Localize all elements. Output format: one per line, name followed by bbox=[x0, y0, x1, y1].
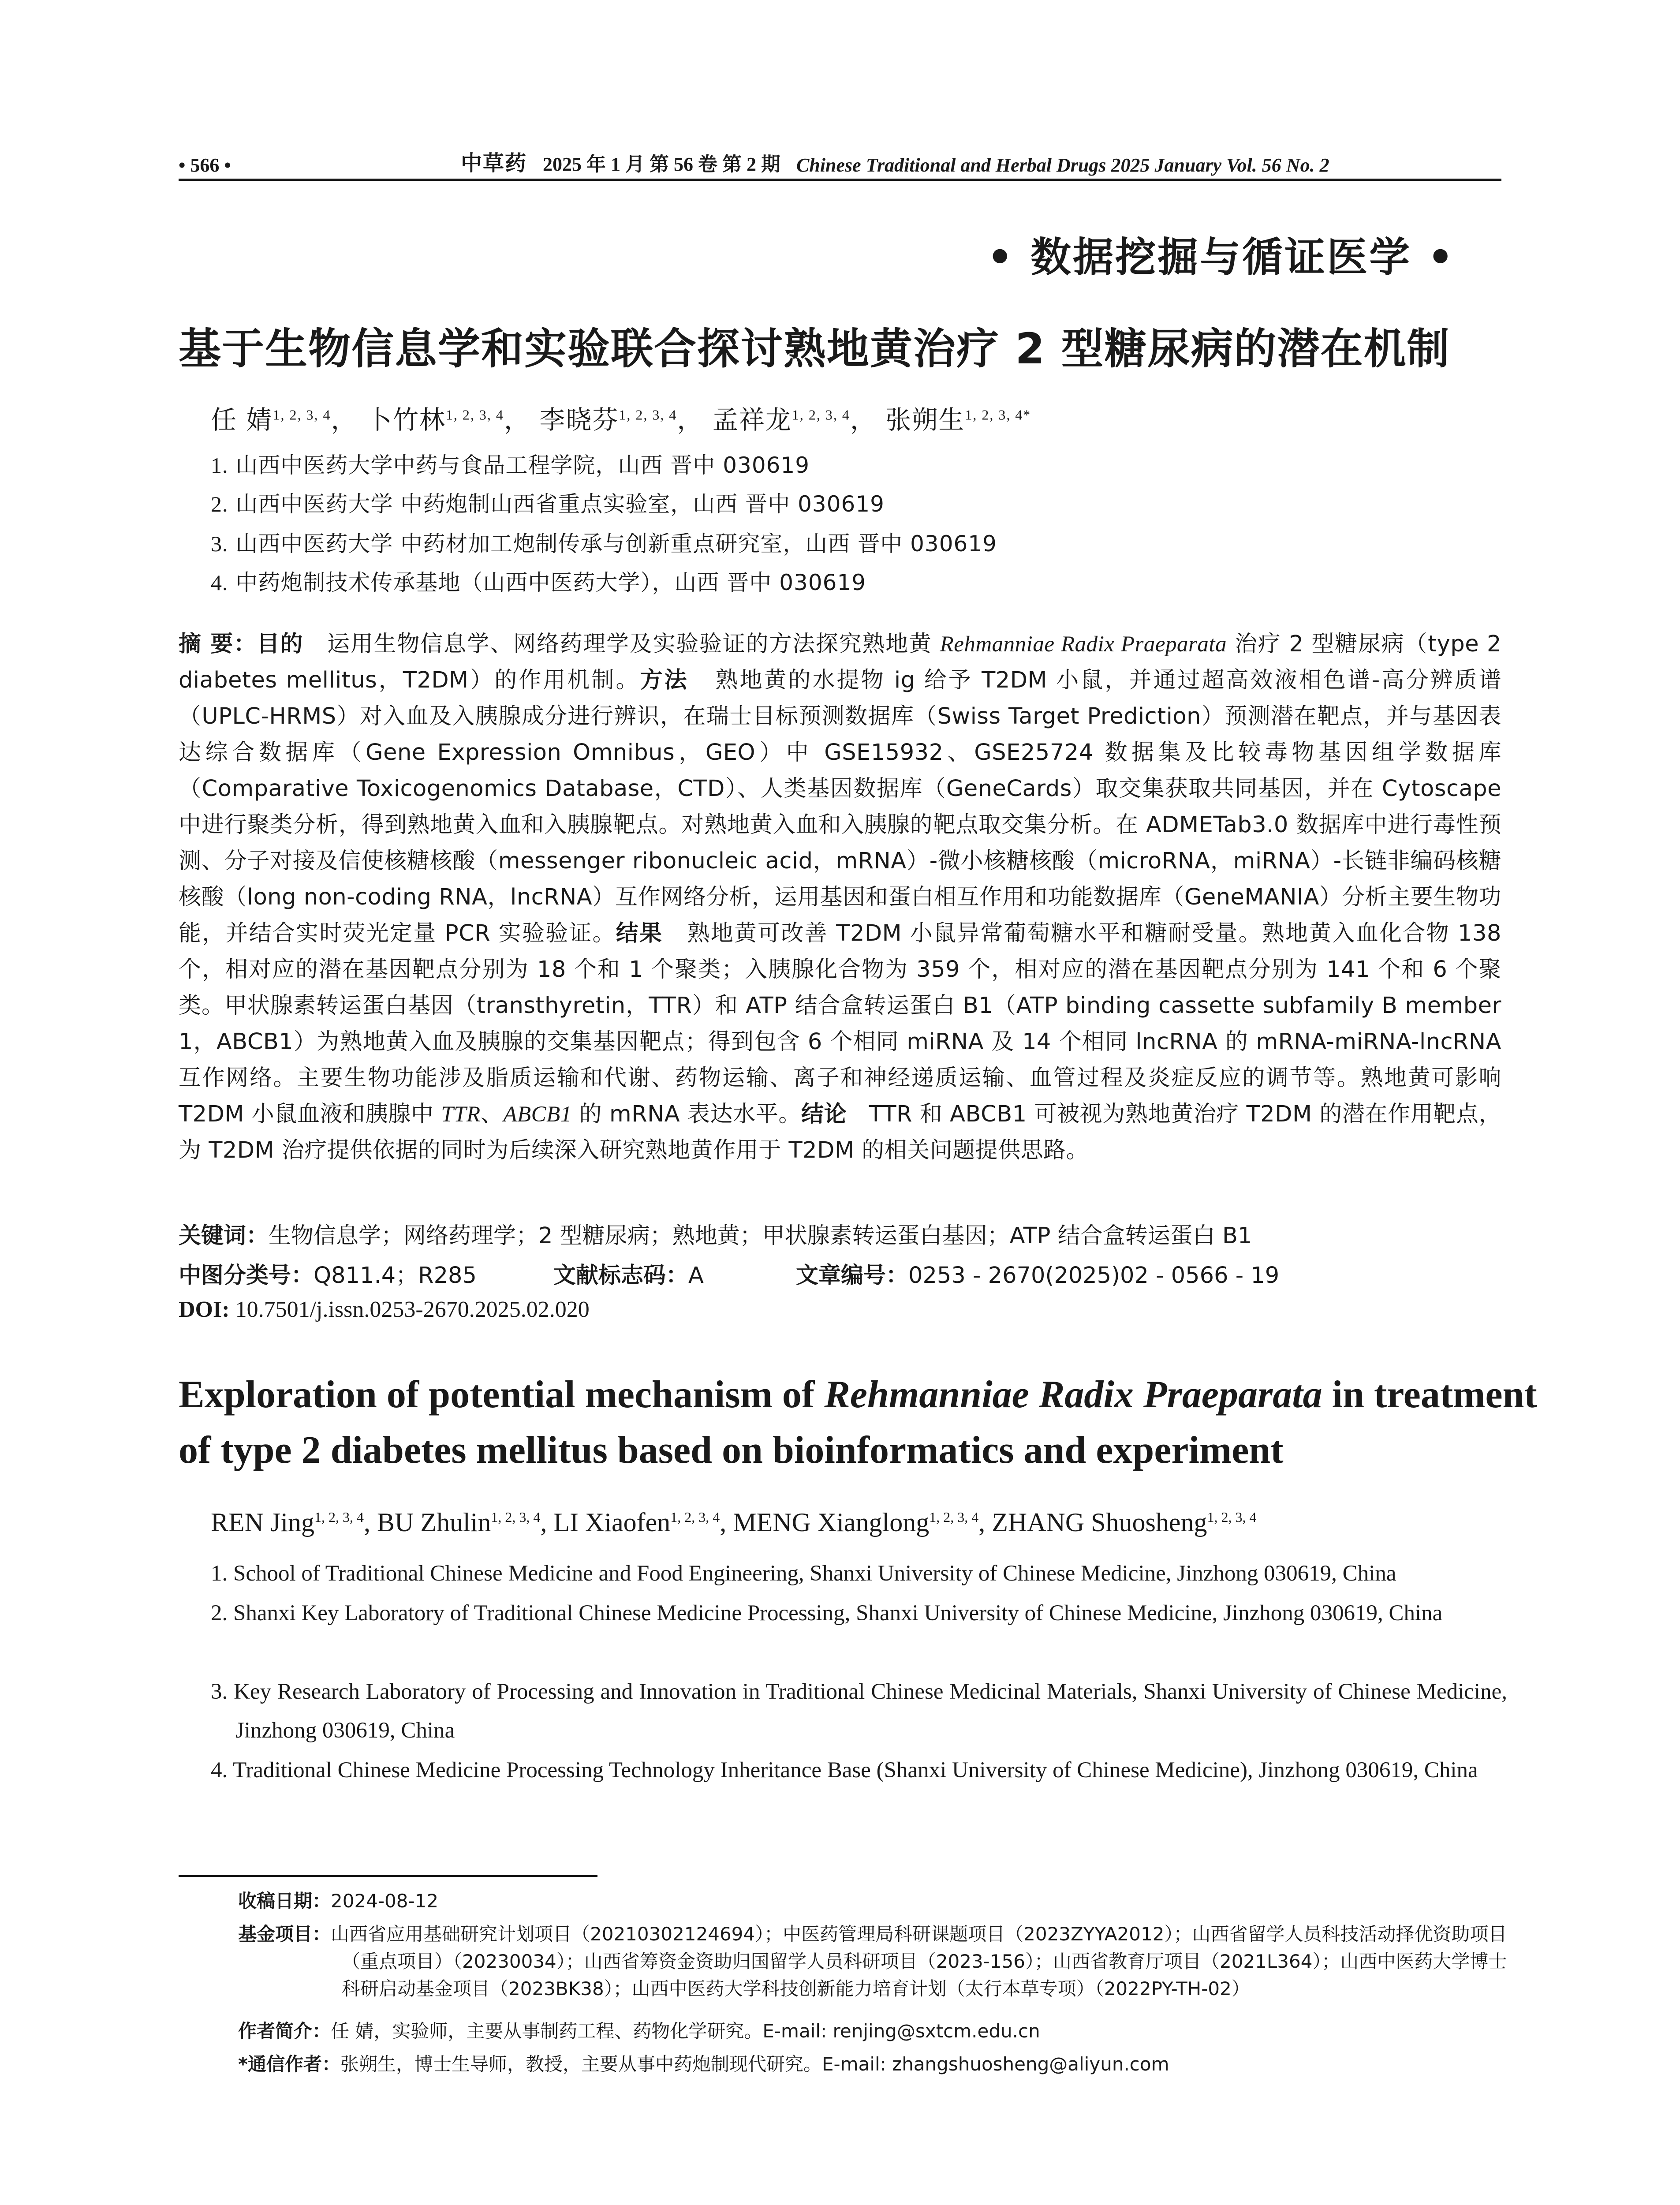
footnote-received: 收稿日期：2024-08-12 bbox=[238, 1890, 439, 1912]
author-cn: 李晓芬$^{1, 2, 3, 4}$， bbox=[539, 405, 704, 435]
method-label: 方法 bbox=[640, 667, 689, 693]
title-cn: 基于生物信息学和实验联合探讨熟地黄治疗 2 型糖尿病的潜在机制 bbox=[179, 324, 1450, 374]
affiliation-cn: 1. 山西中医药大学中药与食品工程学院，山西 晋中 030619 bbox=[211, 452, 810, 478]
author-cn: 卜竹林$^{1, 2, 3, 4}$， bbox=[366, 405, 530, 435]
objective-label: 目的 bbox=[257, 631, 304, 657]
footnote-funding: 基金项目：山西省应用基础研究计划项目（20210302124694）；中医药管理局科研课题项目（2023ZYYA2012）；山西省留学人员科技活动择优资助项目（重点项目）（20230034）；山西省筹资金资助归国留学人员科研项目（2023-156）；山西省教育厅项目（2021L364）；山西中医药大学博士科研启动基金项目（2023BK38）；山西中医药大学科技创新能力培育计划（太行本草专项）（2022PY-TH-02） bbox=[238, 1923, 1507, 1999]
affiliation-cn: 3. 山西中医药大学 中药材加工炮制传承与创新重点研究室，山西 晋中 030619 bbox=[211, 531, 997, 557]
running-header bbox=[179, 146, 1501, 176]
footnote-author: 作者简介：任 婧，实验师，主要从事制药工程、药物化学研究。E-mail: renjing@sxtcm.edu.cn bbox=[238, 2020, 1040, 2042]
latin-name: Rehmanniae Radix Praeparata bbox=[940, 632, 1227, 657]
author-en: REN Jing$^{1, 2, 3, 4}$, bbox=[211, 1508, 377, 1537]
doi: DOI: 10.7501/j.issn.0253-2670.2025.02.020 bbox=[179, 1297, 590, 1322]
gene-abcb1: ABCB1 bbox=[503, 1102, 572, 1127]
keywords: 关键词：生物信息学；网络药理学；2 型糖尿病；熟地黄；甲状腺素转运蛋白基因；ATP 结合盒转运蛋白 B1 bbox=[179, 1223, 1252, 1249]
journal-name-cn: 中草药 bbox=[461, 152, 527, 175]
gene-ttr: TTR bbox=[441, 1102, 481, 1127]
abstract-label: 摘 要： bbox=[179, 631, 257, 657]
classification-line: 中图分类号：Q811.4；R285 文献标志码：A 文章编号：0253 - 2670(2025)02 - 0566 - 19 bbox=[179, 1263, 1280, 1289]
affiliation-en: 4. Traditional Chinese Medicine Processing Technology Inheritance Base (Shanxi University of Chinese Medicine), Jinzhong 030619, China bbox=[211, 1758, 1478, 1783]
header-rule bbox=[179, 179, 1501, 181]
author-en: ZHANG Shuosheng$^{1, 2, 3, 4}$ bbox=[992, 1508, 1257, 1537]
title-en: Exploration of potential mechanism of Rehmanniae Radix Praeparata in treatment of type 2 diabetes mellitus based on bioinformatics and experiment bbox=[179, 1373, 1537, 1472]
affiliation-en: 2. Shanxi Key Laboratory of Traditional Chinese Medicine Processing, Shanxi University of Chinese Medicine, Jinzhong 030619, China bbox=[211, 1601, 1443, 1626]
affiliation-en: 3. Key Research Laboratory of Processing and Innovation in Traditional Chinese Medicinal Materials, Shanxi University of Chinese Medicine, Jinzhong 030619, China bbox=[211, 1679, 1507, 1743]
journal-name-en: Chinese Traditional and Herbal Drugs 2025 January Vol. 56 No. 2 bbox=[796, 154, 1329, 176]
author-cn: 孟祥龙$^{1, 2, 3, 4}$， bbox=[712, 405, 877, 435]
authors-en bbox=[211, 1507, 1257, 1538]
footnote-corresponding: *通信作者：张朔生，博士生导师，教授，主要从事中药炮制现代研究。E-mail: zhangshuosheng@aliyun.com bbox=[238, 2053, 1169, 2075]
section-label: • 数据挖掘与循证医学 • bbox=[987, 233, 1455, 281]
author-en: BU Zhulin$^{1, 2, 3, 4}$, bbox=[377, 1508, 554, 1537]
result-label: 结果 bbox=[616, 920, 663, 946]
author-cn: 任 婧$^{1, 2, 3, 4}$， bbox=[211, 405, 358, 435]
affiliation-en: 1. School of Traditional Chinese Medicine and Food Engineering, Shanxi University of Chinese Medicine, Jinzhong 030619, China bbox=[211, 1561, 1396, 1586]
affiliation-cn: 4. 中药炮制技术传承基地（山西中医药大学），山西 晋中 030619 bbox=[211, 570, 866, 595]
affiliation-cn: 2. 山西中医药大学 中药炮制山西省重点实验室，山西 晋中 030619 bbox=[211, 491, 885, 517]
author-cn: 张朔生$^{1, 2, 3, 4*}$ bbox=[885, 405, 1031, 435]
page-number: • 566 • bbox=[179, 154, 231, 176]
issue-info-cn: 2025 年 1 月 第 56 卷 第 2 期 bbox=[543, 153, 781, 175]
author-en: LI Xiaofen$^{1, 2, 3, 4}$, bbox=[553, 1508, 733, 1537]
footnote-rule bbox=[179, 1875, 597, 1877]
author-en: MENG Xianglong$^{1, 2, 3, 4}$, bbox=[733, 1508, 992, 1537]
conclusion-label: 结论 bbox=[801, 1101, 847, 1127]
authors-cn bbox=[211, 399, 1031, 436]
abstract-cn: 摘 要：目的 运用生物信息学、网络药理学及实验验证的方法探究熟地黄 Rehmanniae Radix Praeparata 治疗 2 型糖尿病（type 2 diabetes mellitus，T2DM）的作用机制。方法 熟地黄的水提物 ig 给予 T2DM 小鼠，并通过超高效液相色谱-高分辨质谱（UPLC-HRMS）对入血及入胰腺成分进行辨识，在瑞士目标预测数据库（Swiss Target Prediction）预测潜在靶点，并与基因表达综合数据库（Gene Expression Omnibus，GEO）中 GSE15932、GSE25724 数据集及比较毒物基因组学数据库（Comparative Toxicogenomics Database，CTD）、人类基因数据库（GeneCards）取交集获取共同基因，并在 Cytoscape 中进行聚类分析，得到熟地黄入血和入胰腺靶点。对熟地黄入血和入胰腺的靶点取交集分析。在 ADMETab3.0 数据库中进行毒性预测、分子对接及信使核糖核酸（messenger ribonucleic acid，mRNA）-微小核糖核酸（microRNA，miRNA）-长链非编码核糖核酸（long non-coding RNA，lncRNA）互作网络分析，运用基因和蛋白相互作用和功能数据库（GeneMANIA）分析主要生物功能，并结合实时荧光定量 PCR 实验验证。结果 熟地黄可改善 T2DM 小鼠异常葡萄糖水平和糖耐受量。熟地黄入血化合物 138 个，相对应的潜在基因靶点分别为 18 个和 1 个聚类；入胰腺化合物为 359 个，相对应的潜在基因靶点分别为 141 个和 6 个聚类。甲状腺素转运蛋白基因（transthyretin，TTR）和 ATP 结合盒转运蛋白 B1（ATP binding cassette subfamily B member 1，ABCB1）为熟地黄入血及胰腺的交集基因靶点；得到包含 6 个相同 miRNA 及 14 个相同 lncRNA 的 mRNA-miRNA-lncRNA 互作网络。主要生物功能涉及脂质运输和代谢、药物运输、离子和神经递质运输、血管过程及炎症反应的调节等。熟地黄可影响 T2DM 小鼠血液和胰腺中 TTR、ABCB1 的 mRNA 表达水平。结论 TTR 和 ABCB1 可被视为熟地黄治疗 T2DM 的潜在作用靶点，为 T2DM 治疗提供依据的同时为后续深入研究熟地黄作用于 T2DM 的相关问题提供思路。 bbox=[179, 631, 1501, 1163]
